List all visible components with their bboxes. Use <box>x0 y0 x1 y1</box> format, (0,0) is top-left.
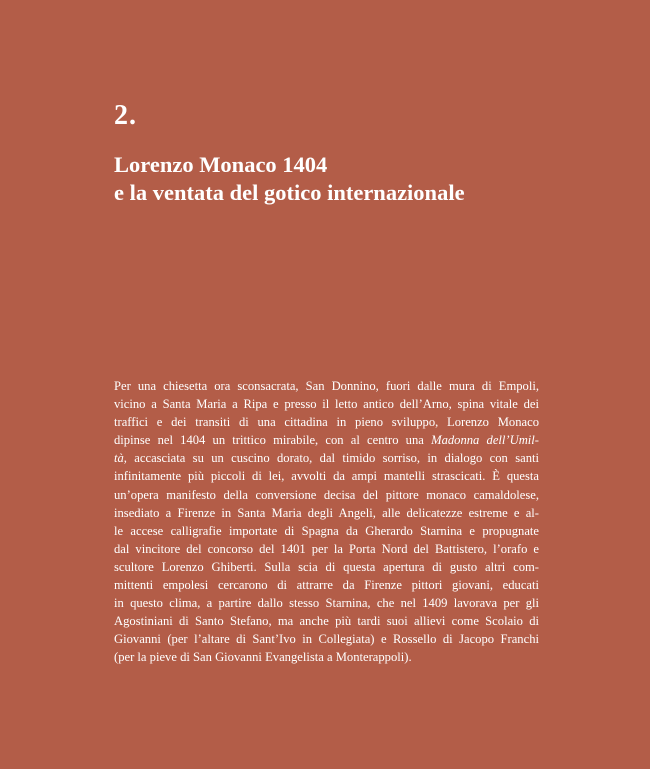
body-line: (per la pieve di San Giovanni Evangelista a Monterappoli). <box>114 650 412 665</box>
chapter-title <box>114 151 614 207</box>
chapter-title-line: Lorenzo Monaco 1404 <box>114 152 328 177</box>
body-paragraph <box>114 377 539 667</box>
body-line: Agostiniani di Santo Stefano, ma anche più tardi suoi allievi come Scolaio di <box>114 614 539 629</box>
artwork-title-italic: tà <box>114 451 124 466</box>
body-line: un’opera manifesto della conversione decisa del pittore monaco camaldolese, <box>114 487 539 502</box>
body-line <box>114 431 539 449</box>
body-line: vicino a Santa Maria a Ripa e presso il letto antico dell’Arno, spina vitale dei <box>114 397 539 412</box>
body-text-run: dipinse nel 1404 un trittico mirabile, con al centro una <box>114 433 424 448</box>
body-line: traffici e dei transiti di una cittadina in pieno sviluppo, Lorenzo Monaco <box>114 415 539 430</box>
body-line: infinitamente più piccoli di lei, avvolti da ampi mantelli strascicati. È questa <box>114 469 539 484</box>
body-line: mittenti empolesi cercarono di attrarre da Firenze pittori giovani, educati <box>114 578 539 593</box>
body-line: dal vincitore del concorso del 1401 per la Porta Nord del Battistero, l’orafo e <box>114 541 539 556</box>
body-line: in questo clima, a partire dallo stesso Starnina, che nel 1409 lavorava per gli <box>114 596 539 611</box>
body-line: insediato a Firenze in Santa Maria degli Angeli, alle delicatezze estreme e al- <box>114 505 539 520</box>
artwork-title-italic: Madonna dell’Umil- <box>431 433 539 448</box>
chapter-title-line: e la ventata del gotico internazionale <box>114 180 465 205</box>
body-line: scultore Lorenzo Ghiberti. Sulla scia di questa apertura di gusto altri com- <box>114 559 539 574</box>
body-text-run: , accasciata su un cuscino dorato, dal timido sorriso, in dialogo con santi <box>123 451 539 466</box>
body-line: le accese calligrafie importate di Spagna da Gherardo Starnina e propugnate <box>114 523 539 538</box>
body-line <box>114 449 539 467</box>
body-line: Per una chiesetta ora sconsacrata, San Donnino, fuori dalle mura di Empoli, <box>114 379 539 393</box>
chapter-number: 2. <box>114 100 137 131</box>
body-line: Giovanni (per l’altare di Sant’Ivo in Collegiata) e Rossello di Jacopo Franchi <box>114 632 539 647</box>
